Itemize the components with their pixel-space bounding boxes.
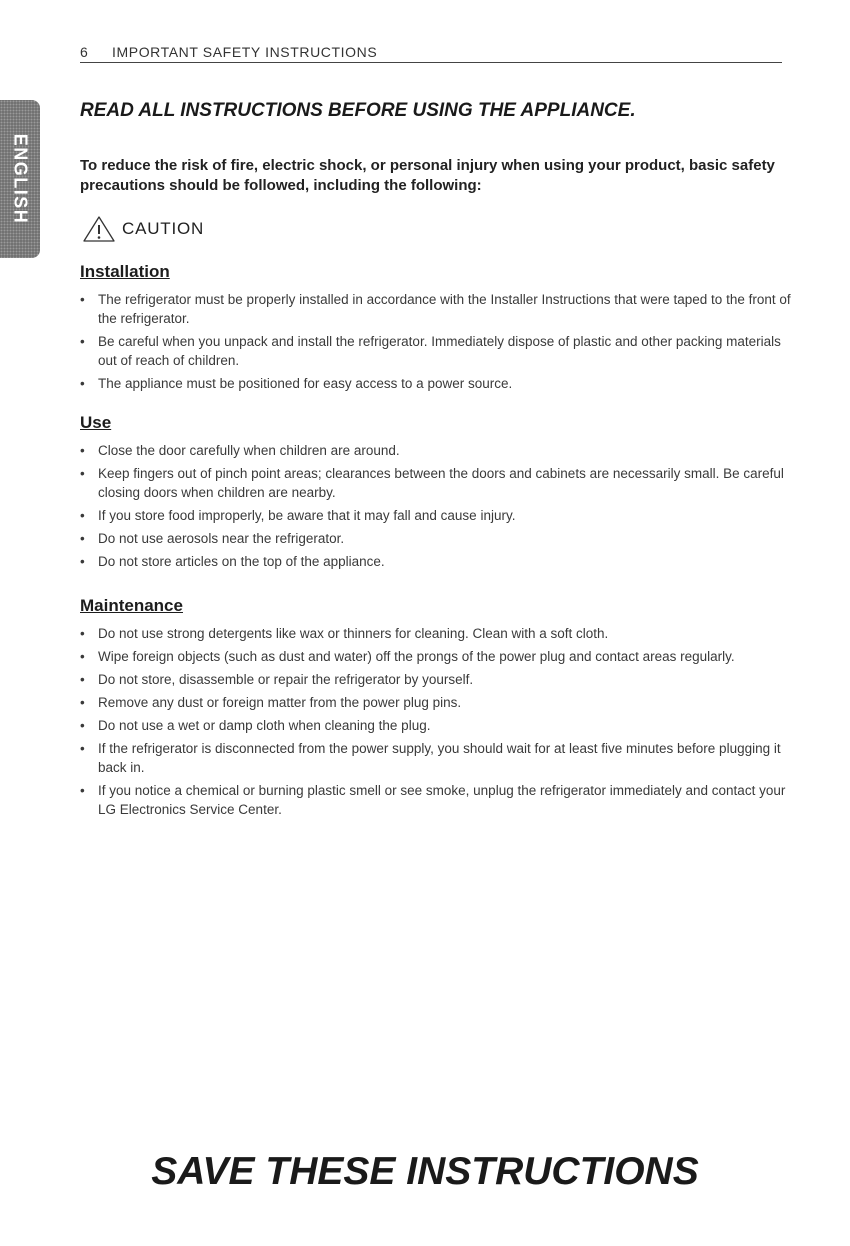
page-number: 6	[80, 44, 89, 60]
section-title-use: Use	[80, 413, 112, 432]
page-header	[80, 44, 782, 63]
section-title-installation: Installation	[80, 262, 170, 281]
header-title: IMPORTANT SAFETY INSTRUCTIONS	[112, 44, 378, 60]
list-item: • Do not store, disassemble or repair the refrigerator by yourself.	[80, 670, 792, 689]
main-heading: READ ALL INSTRUCTIONS BEFORE USING THE APPLIANCE.	[80, 100, 636, 121]
list-item: • Be careful when you unpack and install the refrigerator. Immediately dispose of plastic and other packing materials out of reach of children.	[80, 332, 792, 370]
list-item: • Do not use strong detergents like wax or thinners for cleaning. Clean with a soft cloth.	[80, 624, 792, 643]
language-tab-label: ENGLISH	[10, 133, 31, 225]
list-item: • If you notice a chemical or burning plastic smell or see smoke, unplug the refrigerator immediately and contact your LG Electronics Service Center.	[80, 781, 792, 819]
list-item: • If the refrigerator is disconnected from the power supply, you should wait for at least five minutes before plugging it back in.	[80, 739, 792, 777]
footer-title: SAVE THESE INSTRUCTIONS	[151, 1150, 699, 1193]
section-title-maintenance: Maintenance	[80, 596, 183, 615]
list-item: • Do not store articles on the top of the appliance.	[80, 552, 792, 571]
warning-triangle-icon	[82, 215, 116, 243]
list-item: • The appliance must be positioned for easy access to a power source.	[80, 374, 792, 393]
list-item: • Keep fingers out of pinch point areas; clearances between the doors and cabinets are necessarily small. Be careful closing doors when children are nearby.	[80, 464, 792, 502]
list-item: • Do not use aerosols near the refrigerator.	[80, 529, 792, 548]
caution-label: CAUTION	[122, 219, 205, 238]
use-list	[80, 441, 792, 575]
list-item: • The refrigerator must be properly installed in accordance with the Installer Instructions that were taped to the front of the refrigerator.	[80, 290, 792, 328]
list-item: • Do not use a wet or damp cloth when cleaning the plug.	[80, 716, 792, 735]
maintenance-list	[80, 624, 792, 823]
installation-list	[80, 290, 792, 397]
list-item: • Wipe foreign objects (such as dust and water) off the prongs of the power plug and contact areas regularly.	[80, 647, 792, 666]
list-item: • Close the door carefully when children are around.	[80, 441, 792, 460]
list-item: • If you store food improperly, be aware that it may fall and cause injury.	[80, 506, 792, 525]
intro-text: To reduce the risk of fire, electric shock, or personal injury when using your product, basic safety precautions should be followed, including the following:	[80, 157, 775, 194]
caution-heading	[82, 214, 204, 244]
language-tab	[0, 100, 40, 258]
list-item: • Remove any dust or foreign matter from the power plug pins.	[80, 693, 792, 712]
